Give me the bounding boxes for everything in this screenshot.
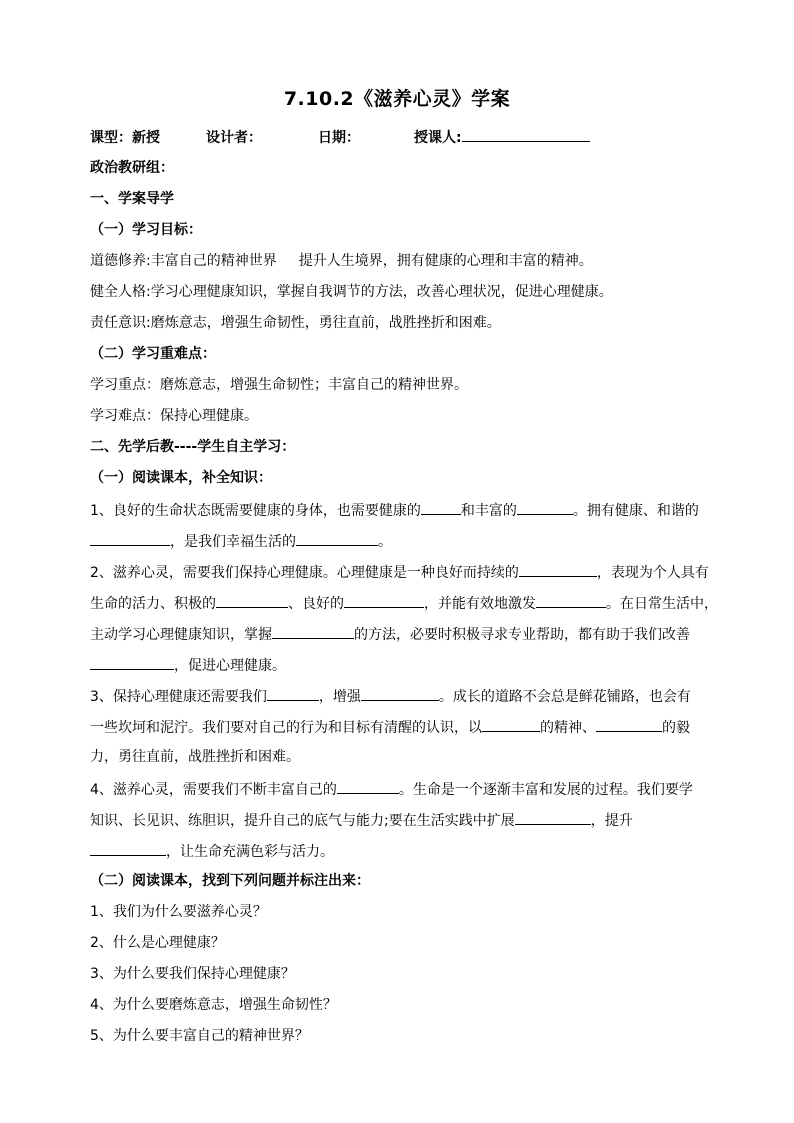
question-item: 5、为什么要丰富自己的精神世界？ xyxy=(90,1028,309,1044)
q4-line3: ，让生命充满色彩与活力。 xyxy=(90,840,334,862)
instructor-label: 授课人: xyxy=(414,130,462,146)
q3-line1: 3、保持心理健康还需要我们 ，增强 。成长的道路不会总是鲜花铺路，也会有 xyxy=(90,685,691,707)
q3-line3: 力，勇往直前，战胜挫折和困难。 xyxy=(90,749,300,765)
section1-sub1: （一）学习目标： xyxy=(90,222,202,238)
q4-blank-2[interactable] xyxy=(515,809,591,825)
group-label: 政治教研组： xyxy=(90,160,174,176)
q4-line2: 知识、长见识、练胆识，提升自己的底气与能力;要在生活实践中扩展 ，提升 xyxy=(90,809,633,831)
designer-label: 设计者： xyxy=(206,130,262,146)
date-label: 日期： xyxy=(318,130,360,146)
course-type: 课型：新授 xyxy=(90,130,160,146)
section2-heading: 二、先学后教----学生自主学习： xyxy=(90,439,296,455)
q4-blank-3[interactable] xyxy=(90,840,166,856)
q2-line4: ，促进心理健康。 xyxy=(90,654,286,676)
goal-personality: 健全人格:学习心理健康知识，掌握自我调节的方法，改善心理状况，促进心理健康。 xyxy=(90,284,613,300)
q1-line1: 1、良好的生命状态既需要健康的身体，也需要健康的 和丰富的 。拥有健康、和谐的 xyxy=(90,499,699,521)
q1-line2: ，是我们幸福生活的 。 xyxy=(90,530,392,552)
q3-blank-2[interactable] xyxy=(361,685,439,701)
instructor-blank[interactable] xyxy=(462,126,590,142)
q2-blank-4[interactable] xyxy=(536,592,606,608)
section1-sub2: （二）学习重难点： xyxy=(90,346,216,362)
goal-moral-b: 提升人生境界，拥有健康的心理和丰富的精神。 xyxy=(298,253,593,269)
question-item: 4、为什么要磨炼意志，增强生命韧性？ xyxy=(90,997,337,1013)
section2-sub1: （一）阅读课本，补全知识： xyxy=(90,470,272,486)
q2-line1: 2、滋养心灵，需要我们保持心理健康。心理健康是一种良好而持续的 ，表现为个人具有 xyxy=(90,561,709,583)
q1-blank-3[interactable] xyxy=(90,530,170,546)
q3-line2: 一些坎坷和泥泞。我们要对自己的行为和目标有清醒的认识，以 的精神、 的毅 xyxy=(90,716,690,738)
question-item: 3、为什么要我们保持心理健康？ xyxy=(90,966,295,982)
q2-line2: 生命的活力、积极的 、良好的 ，并能有效地激发 。在日常生活中， xyxy=(90,592,718,614)
section1-heading: 一、学案导学 xyxy=(90,191,174,207)
question-item: 1、我们为什么要滋养心灵？ xyxy=(90,904,267,920)
page-title: 7.10.2《滋养心灵》学案 xyxy=(283,88,511,110)
q2-blank-2[interactable] xyxy=(216,592,288,608)
key-points: 学习重点：磨炼意志，增强生命韧性；丰富自己的精神世界。 xyxy=(90,377,468,393)
goal-moral-a: 道德修养:丰富自己的精神世界 xyxy=(90,253,277,269)
q4-blank-1[interactable] xyxy=(337,778,399,794)
q3-blank-4[interactable] xyxy=(596,716,662,732)
question-item: 2、什么是心理健康？ xyxy=(90,935,225,951)
q3-blank-3[interactable] xyxy=(482,716,540,732)
goal-moral xyxy=(90,251,593,271)
section2-sub2: （二）阅读课本，找到下列问题并标注出来： xyxy=(90,873,370,889)
q2-blank-1[interactable] xyxy=(519,561,597,577)
q2-blank-3[interactable] xyxy=(344,592,424,608)
q1-blank-1[interactable] xyxy=(421,499,461,515)
goal-responsibility: 责任意识:磨炼意志，增强生命韧性，勇往直前，战胜挫折和困难。 xyxy=(90,315,501,331)
q2-blank-6[interactable] xyxy=(90,654,174,670)
q3-blank-1[interactable] xyxy=(267,685,319,701)
q1-blank-4[interactable] xyxy=(296,530,378,546)
meta-row xyxy=(90,126,590,148)
q2-line3: 主动学习心理健康知识，掌握 的方法，必要时积极寻求专业帮助，都有助于我们改善 xyxy=(90,623,690,645)
q4-line1: 4、滋养心灵，需要我们不断丰富自己的 。生命是一个逐渐丰富和发展的过程。我们要学 xyxy=(90,778,693,800)
q1-blank-2[interactable] xyxy=(517,499,573,515)
difficult-points: 学习难点：保持心理健康。 xyxy=(90,408,258,424)
q2-blank-5[interactable] xyxy=(272,623,354,639)
